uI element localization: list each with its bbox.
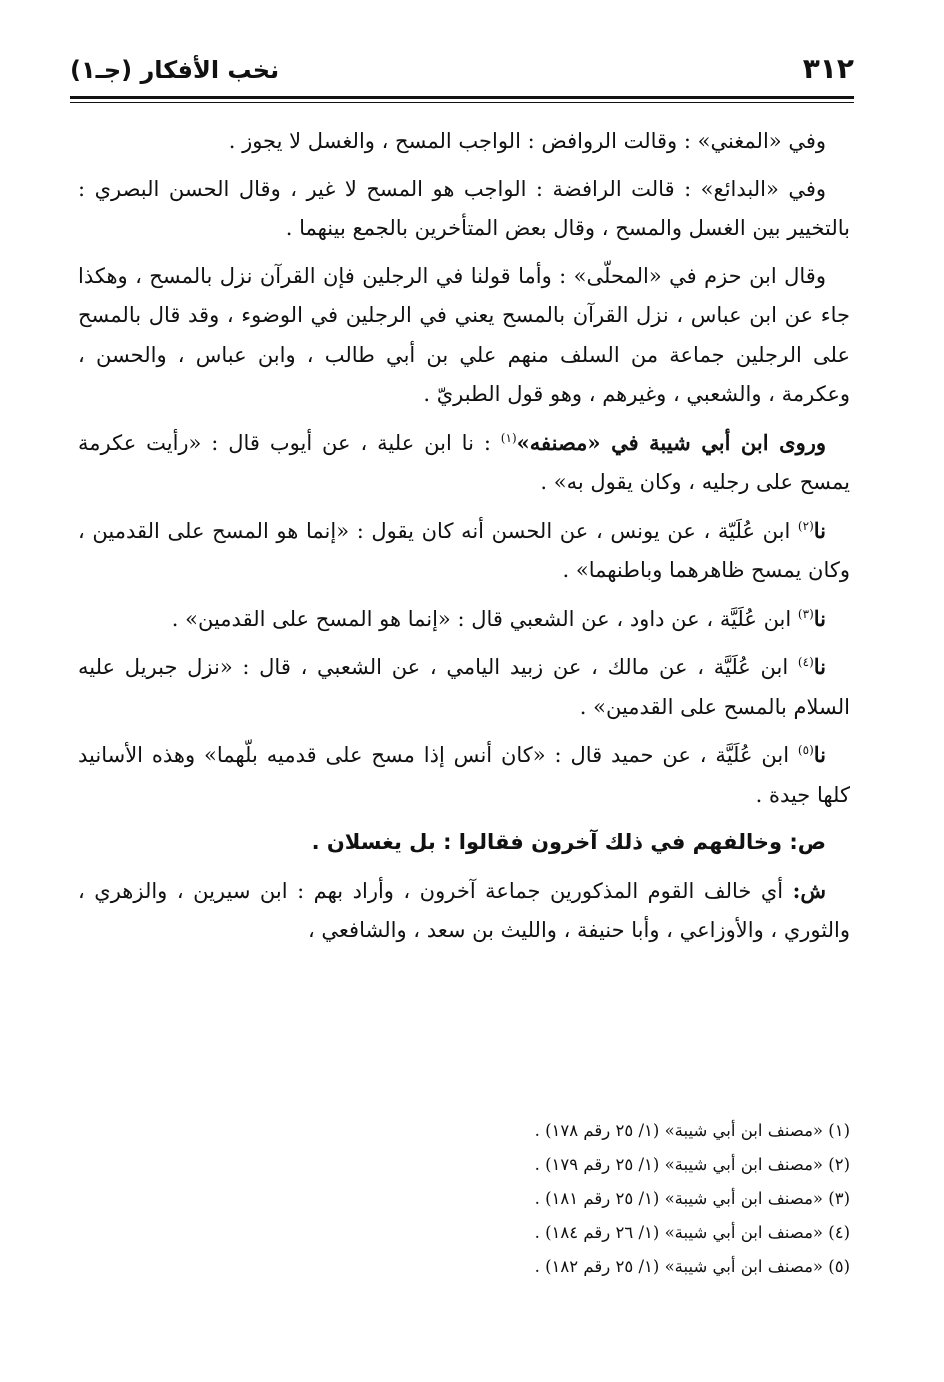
paragraph-lead: نا <box>813 605 826 631</box>
footnotes <box>350 1114 850 1284</box>
paragraph: وروى ابن أبي شيبة في «مصنفه»$^{(١)}$ : نا ابن علية ، عن أيوب قال : «رأيت عكرمة يمسح على رجليه ، وكان يقول به» . <box>78 429 850 494</box>
footnote-ref: (٢) <box>797 518 814 533</box>
header-rule-thin <box>70 102 854 103</box>
paragraph: نا$^{(٢)}$ ابن عُلَيّة ، عن يونس ، عن الحسن أنه كان يقول : «إنما هو المسح على القدمين ، وكان يمسح ظاهرهما وباطنهما» . <box>78 517 850 582</box>
footnote-ref: (٤) <box>797 655 814 669</box>
paragraph: وفي «البدائع» : قالت الرافضة : الواجب هو المسح لا غير ، وقال الحسن البصري : بالتخيير بين الغسل والمسح ، وقال بعض المتأخرين بالجمع بينهما . <box>78 176 850 240</box>
footnote: (٢) «مصنف ابن أبي شيبة» (١/ ٢٥ رقم ١٧٩) . <box>534 1155 850 1174</box>
paragraph-lead: وروى ابن أبي شيبة في «مصنفه» <box>516 429 826 455</box>
footnote: (١) «مصنف ابن أبي شيبة» (١/ ٢٥ رقم ١٧٨) . <box>534 1121 850 1140</box>
paragraph-lead: نا <box>813 742 826 767</box>
footnote: (٥) «مصنف ابن أبي شيبة» (١/ ٢٥ رقم ١٨٢) . <box>534 1257 850 1276</box>
footnote: (٤) «مصنف ابن أبي شيبة» (١/ ٢٦ رقم ١٨٤) . <box>534 1223 850 1242</box>
page-number: ٣١٢ <box>802 52 854 85</box>
paragraph: نا$^{(٥)}$ ابن عُلَيَّة ، عن حميد قال : «كان أنس إذا مسح على قدميه بلّهما» وهذه الأسانيد كلها جيدة . <box>78 742 850 807</box>
footnote: (٣) «مصنف ابن أبي شيبة» (١/ ٢٥ رقم ١٨١) . <box>534 1189 850 1208</box>
paragraph-lead: نا <box>813 654 826 679</box>
main-text <box>78 122 850 959</box>
paragraph: وفي «المغني» : وقالت الروافض : الواجب المسح ، والغسل لا يجوز . <box>228 129 826 153</box>
paragraph-lead: ش: <box>792 877 826 903</box>
paragraph: ش: أي خالف القوم المذكورين جماعة آخرون ، وأراد بهم : ابن سيرين ، والزهري ، والثوري ، والأوزاعي ، وأبا حنيفة ، والليث بن سعد ، والشافعي ، <box>78 877 850 942</box>
footnote-ref: (٥) <box>797 743 814 757</box>
header-rule-thick <box>70 96 854 99</box>
paragraph: نا$^{(٤)}$ ابن عُلَيَّة ، عن مالك ، عن زبيد اليامي ، عن الشعبي ، قال : «نزل جبريل عليه السلام بالمسح على القدمين» . <box>78 654 850 719</box>
paragraph-lead: نا <box>813 517 826 543</box>
footnote-ref: (١) <box>500 430 517 445</box>
paragraph: نا$^{(٣)}$ ابن عُلَيَّة ، عن داود ، عن الشعبي قال : «إنما هو المسح على القدمين» . <box>171 605 826 631</box>
paragraph: وقال ابن حزم في «المحلّى» : وأما قولنا في الرجلين فإن القرآن نزل بالمسح ، وهكذا جاء عن ابن عباس ، نزل القرآن بالمسح يعني في الرجلين في الوضوء ، وقد قال بالمسح على الرجلين جماعة من السلف منهم علي بن أبي طالب ، وابن عباس ، والحسن ، وعكرمة ، والشعبي ، وغيرهم ، وهو قول الطبريّ . <box>78 263 850 406</box>
section-heading: ص: وخالفهم في ذلك آخرون فقالوا : بل يغسلان . <box>311 830 826 854</box>
page-header <box>70 52 854 96</box>
footnote-ref: (٣) <box>797 606 814 621</box>
running-title: نخب الأفكار (جـ١) <box>70 56 280 84</box>
